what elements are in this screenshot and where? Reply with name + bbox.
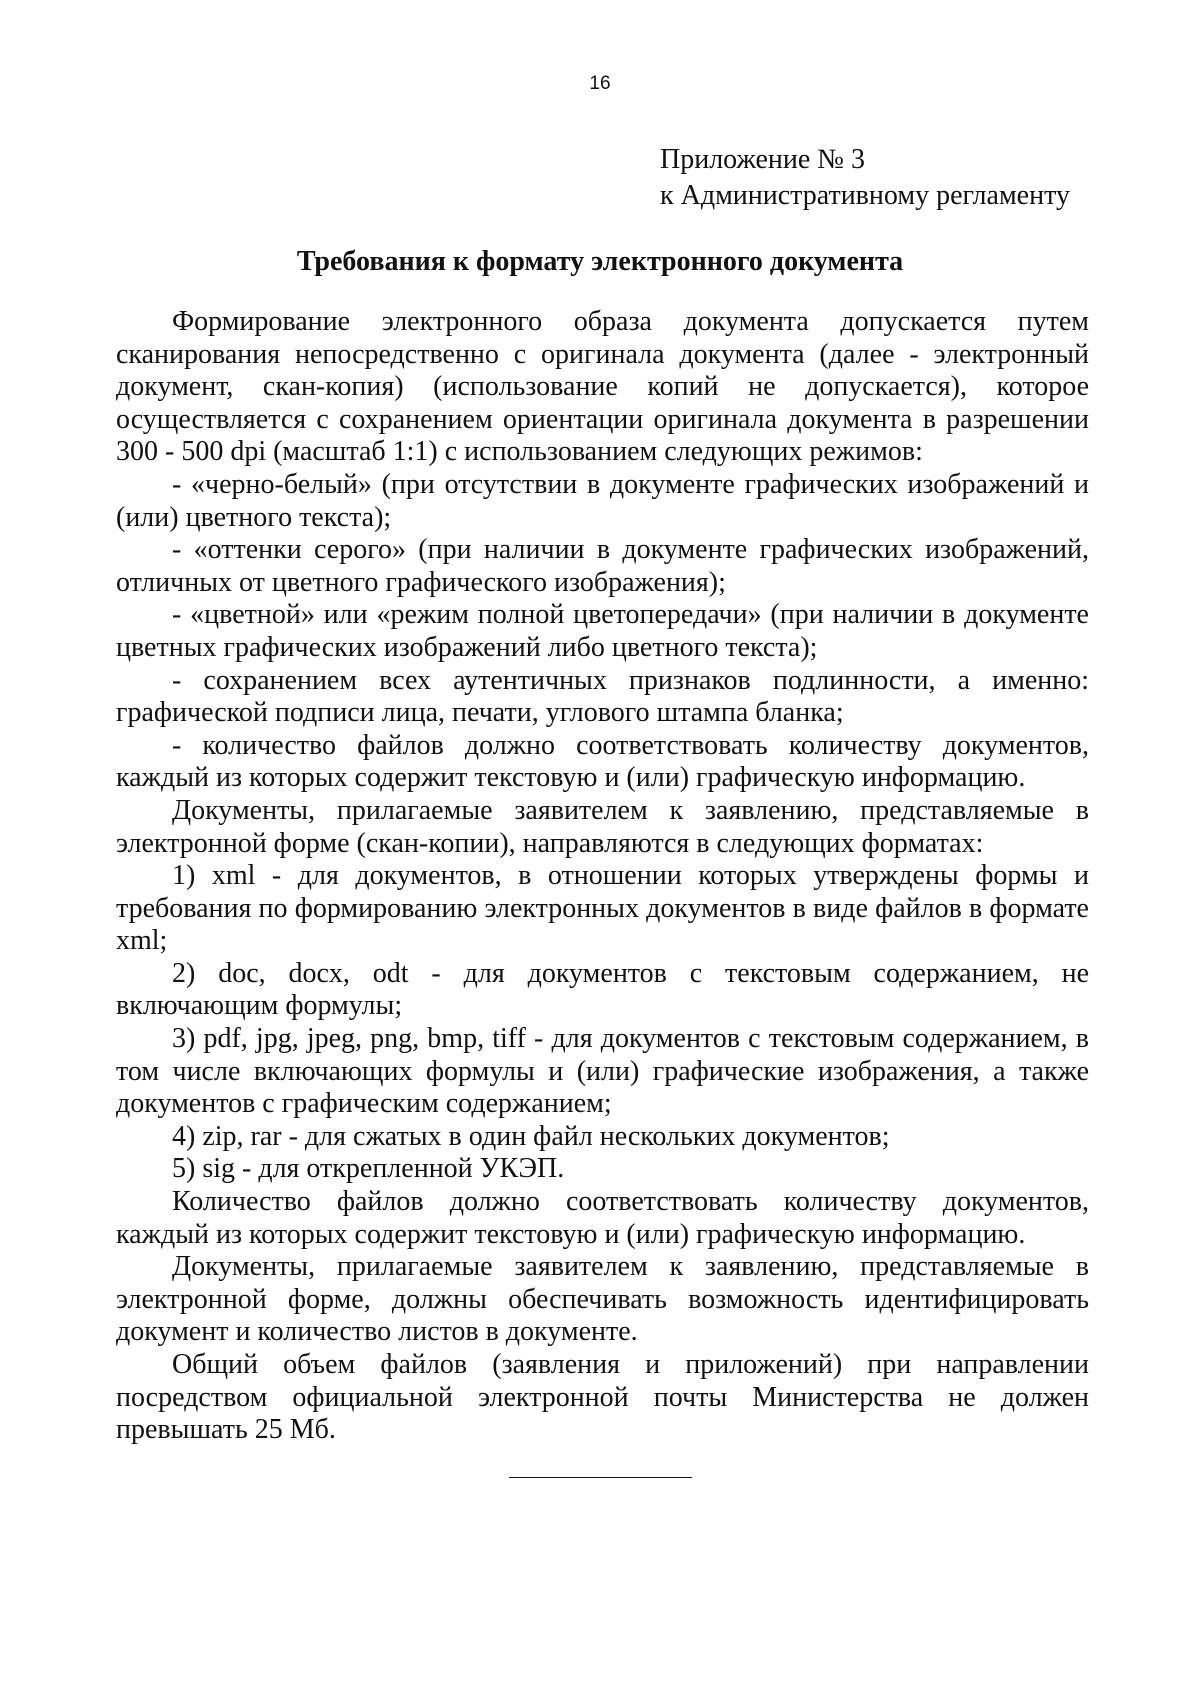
list-item-authenticity: - сохранением всех аутентичных признаков подлинности, а именно: графической подписи лица, печати, углового штампа бланка; bbox=[116, 664, 1089, 729]
end-separator-line bbox=[509, 1477, 692, 1478]
list-item-file-count: - количество файлов должно соответствовать количеству документов, каждый из которых содержит текстовую и (или) графическую информацию. bbox=[116, 729, 1089, 794]
appendix-number: Приложение № 3 bbox=[660, 144, 865, 175]
document-body bbox=[116, 306, 1089, 1447]
format-item-zip: 4) zip, rar - для сжатых в один файл нескольких документов; bbox=[172, 1120, 890, 1152]
paragraph-identification: Документы, прилагаемые заявителем к заявлению, представляемые в электронной форме, должны обеспечивать возможность идентифицировать документ и количество листов в документе. bbox=[116, 1251, 1089, 1348]
paragraph-intro: Формирование электронного образа документа допускается путем сканирования непосредственно с оригинала документа (далее - электронный документ, скан-копия) (использование копий не допускается), которое осуществляется с сохранением ориентации оригинала документа в разрешении 300 - 500 dpi (масштаб 1:1) с использованием следующих режимов: bbox=[116, 306, 1089, 468]
list-item-grayscale: - «оттенки серого» (при наличии в документе графических изображений, отличных от цветного графического изображения); bbox=[116, 534, 1089, 598]
paragraph-size-limit: Общий объем файлов (заявления и приложений) при направлении посредством официальной электронной почты Министерства не должен превышать 25 Мб. bbox=[116, 1349, 1089, 1446]
format-item-xml: 1) xml - для документов, в отношении которых утверждены формы и требования по формированию электронных документов в виде файлов в формате xml; bbox=[116, 860, 1089, 957]
format-item-sig: 5) sig - для открепленной УКЭП. bbox=[172, 1153, 565, 1185]
document-title: Требования к формату электронного документа bbox=[296, 246, 904, 277]
paragraph-formats-intro: Документы, прилагаемые заявителем к заявлению, представляемые в электронной форме (скан-копии), направляются в следующих форматах: bbox=[116, 794, 1089, 859]
format-item-pdf: 3) pdf, jpg, jpeg, png, bmp, tiff - для документов с текстовым содержанием, в том числе включающих формулы и (или) графические изображения, а также документов с графическим содержанием; bbox=[116, 1023, 1089, 1120]
format-item-doc: 2) doc, docx, odt - для документов с текстовым содержанием, не включающим формулы; bbox=[116, 957, 1089, 1022]
appendix-header bbox=[660, 142, 1120, 214]
list-item-color: - «цветной» или «режим полной цветопередачи» (при наличии в документе цветных графических изображений либо цветного текста); bbox=[116, 599, 1089, 663]
appendix-reference: к Административному регламенту bbox=[660, 180, 1070, 211]
paragraph-file-count: Количество файлов должно соответствовать количеству документов, каждый из которых содержит текстовую и (или) графическую информацию. bbox=[116, 1186, 1089, 1250]
page-number: 16 bbox=[589, 73, 611, 94]
list-item-black-white: - «черно-белый» (при отсутствии в документе графических изображений и (или) цветного текста); bbox=[116, 468, 1089, 533]
